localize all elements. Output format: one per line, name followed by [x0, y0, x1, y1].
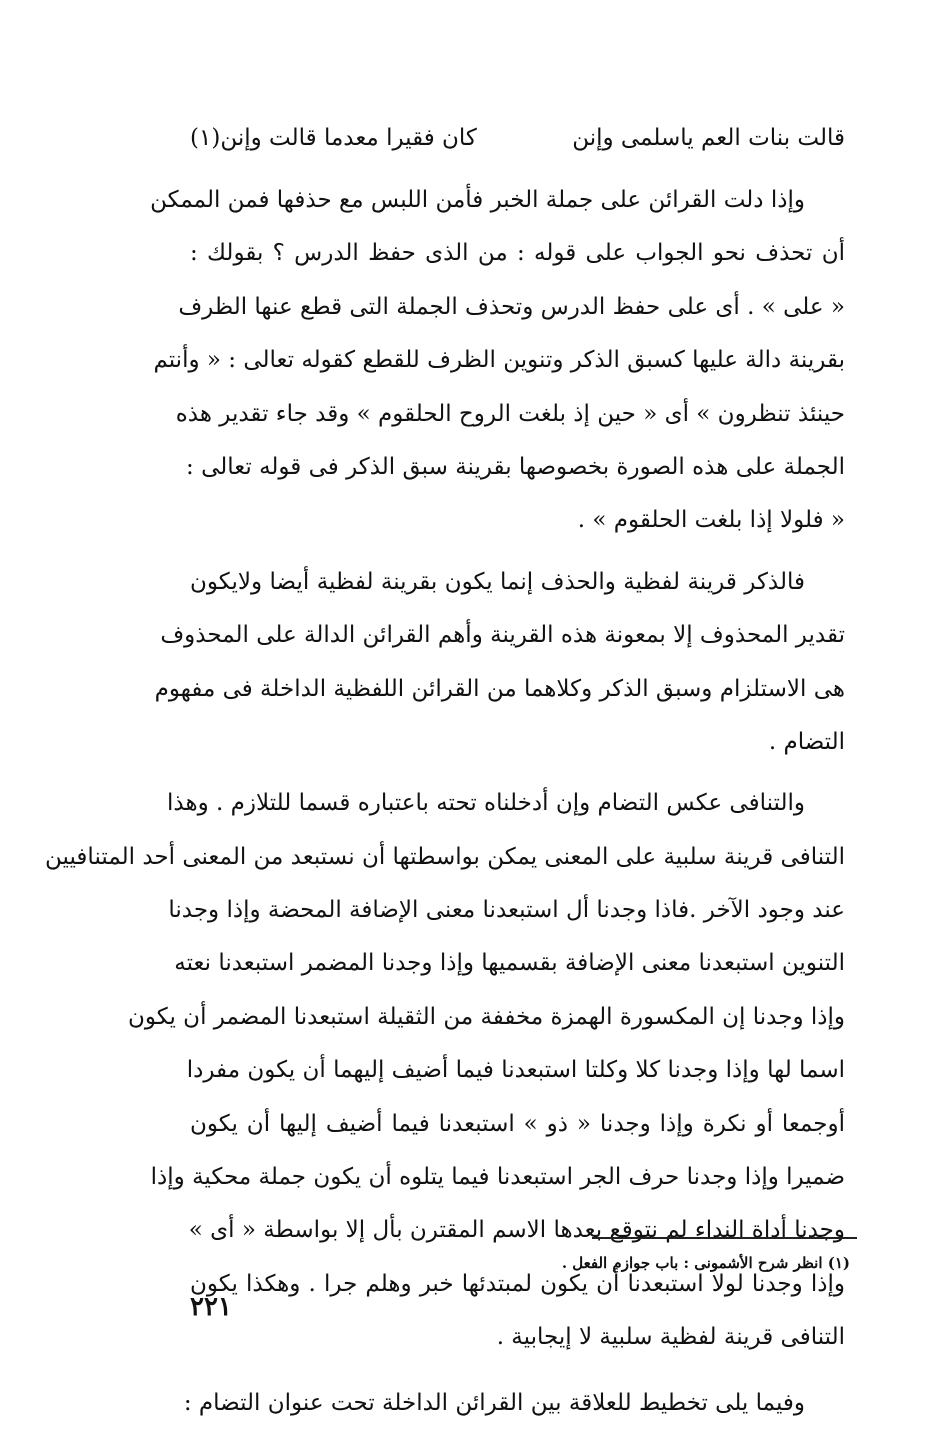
- paragraph-ellipsis-of-sentence: [150, 174, 845, 548]
- text-line: وإذا وجدنا لولا استبعدنا أن يكون لمبتدئها خبر وهلم جرا . وهكذا يكون: [190, 1270, 845, 1297]
- text-line: عند وجود الآخر .فاذا وجدنا أل استبعدنا معنى الإضافة المحضة وإذا وجدنا: [168, 897, 845, 924]
- text-line: وجدنا أداة النداء لم نتوقع بعدها الاسم المقترن بأل إلا بواسطة « أى »: [188, 1217, 845, 1244]
- text-line: أن تحذف نحو الجواب على قوله : من الذى حفظ الدرس ؟ بقولك :: [190, 240, 845, 267]
- text-line: ضميرا وإذا وجدنا حرف الجر استبعدنا فيما يتلوه أن يكون جملة محكية وإذا: [150, 1164, 845, 1191]
- page-body: [45, 112, 845, 1430]
- page-number: ٢٢١: [190, 1292, 232, 1322]
- footnote-divider: [592, 1237, 857, 1239]
- text-line: التنافى قرينة لفظية سلبية لا إيجابية .: [496, 1324, 845, 1351]
- verse-hemistich-first: قالت بنات العم ياسلمى وإنن: [572, 125, 845, 151]
- text-line: التنوين استبعدنا معنى الإضافة بقسميها وإذا وجدنا المضمر استبعدنا نعته: [174, 950, 845, 977]
- text-line: والتنافى عكس التضام وإن أدخلناه تحته باعتباره قسما للتلازم . وهذا: [167, 790, 805, 817]
- paragraph-diagram-intro: [183, 1377, 845, 1430]
- text-line: بقرينة دالة عليها كسبق الذكر وتنوين الظرف للقطع كقوله تعالى : « وأنتم: [153, 347, 845, 374]
- text-line: الجملة على هذه الصورة بخصوصها بقرينة سبق الذكر فى قوله تعالى :: [186, 453, 845, 480]
- poetry-verse: [190, 112, 845, 164]
- text-line: التضام .: [768, 728, 845, 755]
- text-line: وفيما يلى تخطيط للعلاقة بين القرائن الداخلة تحت عنوان التضام :: [183, 1389, 805, 1416]
- text-line: فالذكر قرينة لفظية والحذف إنما يكون بقرينة لفظية أيضا ولايكون: [190, 568, 805, 595]
- text-line: « فلولا إذا بلغت الحلقوم » .: [577, 507, 845, 534]
- paragraph-mention-as-clue: [154, 556, 845, 770]
- text-line: تقدير المحذوف إلا بمعونة هذه القرينة وأهم القرائن الدالة على المحذوف: [160, 622, 845, 649]
- text-line: التنافى قرينة سلبية على المعنى يمكن بواسطتها أن نستبعد من المعنى أحد المتنافيين: [45, 843, 845, 870]
- verse-hemistich-second: كان فقيرا معدما قالت وإنن(١): [190, 125, 477, 151]
- text-line: اسما لها وإذا وجدنا كلا وكلتا استبعدنا فيما أضيف إليهما أن يكون مفردا: [186, 1057, 845, 1084]
- text-line: أوجمعا أو نكرة وإذا وجدنا « ذو » استبعدنا فيما أضيف إليها أن يكون: [190, 1110, 845, 1137]
- text-line: حينئذ تنظرون » أى « حين إذ بلغت الروح الحلقوم » وقد جاء تقدير هذه: [175, 400, 845, 427]
- paragraph-incompatibility: [45, 777, 845, 1364]
- text-line: وإذا دلت القرائن على جملة الخبر فأمن اللبس مع حذفها فمن الممكن: [150, 187, 805, 213]
- text-line: هى الاستلزام وسبق الذكر وكلاهما من القرائن اللفظية الداخلة فى مفهوم: [154, 675, 845, 702]
- text-line: « على » . أى على حفظ الدرس وتحذف الجملة التى قطع عنها الظرف: [178, 293, 845, 320]
- text-line: وإذا وجدنا إن المكسورة الهمزة مخففة من الثقيلة استبعدنا المضمر أن يكون: [128, 1003, 845, 1030]
- footnote: (١) انظر شرح الأشمونى : باب جوازم الفعل .: [561, 1254, 850, 1272]
